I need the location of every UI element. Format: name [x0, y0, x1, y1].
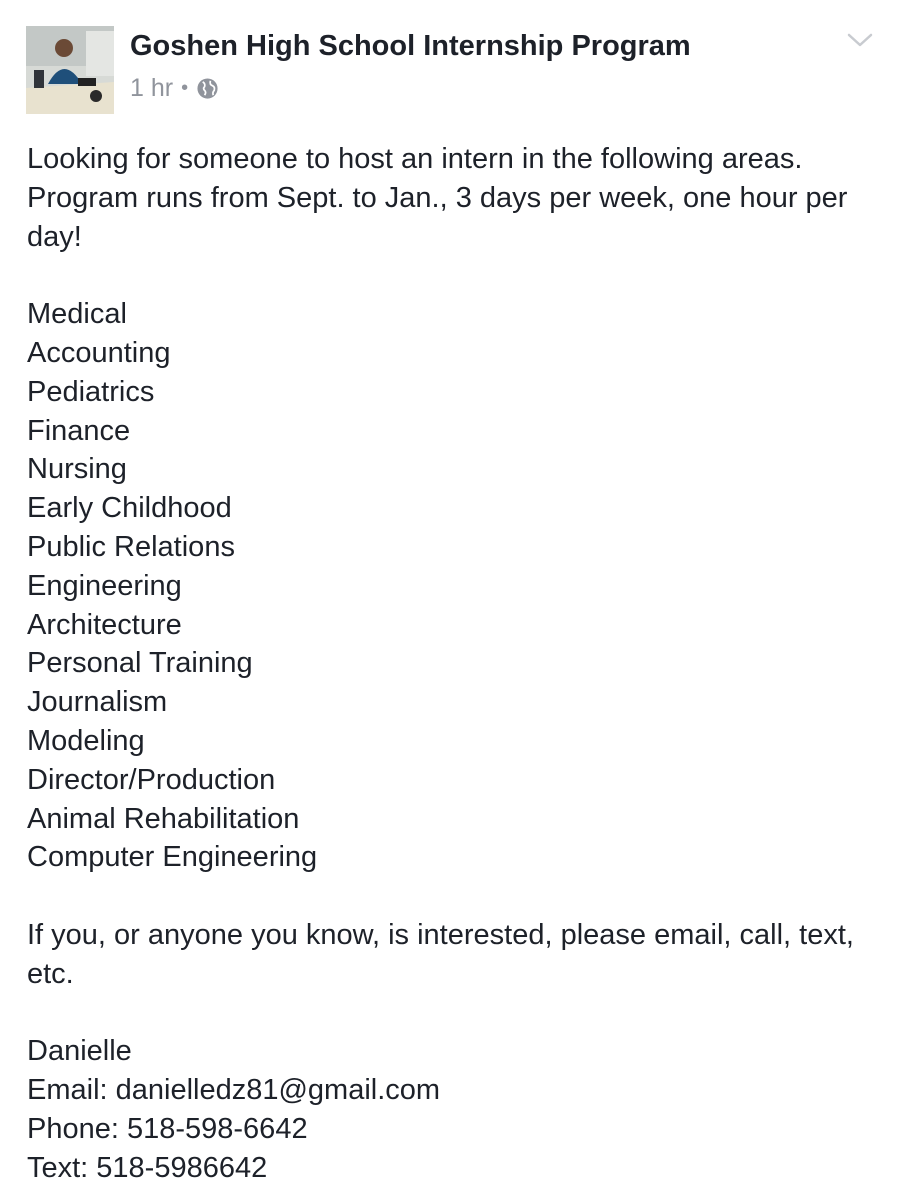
timestamp[interactable]: 1 hr [130, 74, 174, 102]
list-item: Accounting [27, 336, 171, 369]
list-item: Computer Engineering [27, 841, 318, 874]
list-item: Animal Rehabilitation [27, 802, 300, 835]
contact-phone[interactable]: Phone: 518-598-6642 [27, 1112, 308, 1145]
avatar[interactable] [26, 26, 114, 114]
list-item: Journalism [27, 686, 168, 719]
intro-text: Looking for someone to host an intern in the following areas. Program runs from Sept. to Jan., 3 days per week, one hour per day! [27, 143, 848, 253]
list-item: Director/Production [27, 763, 276, 796]
call-to-action-text: If you, or anyone you know, is interested, please email, call, text, etc. [27, 918, 854, 990]
page-name[interactable]: Goshen High School Internship Program [130, 30, 691, 62]
contact-name: Danielle [27, 1035, 132, 1068]
areas-list [27, 295, 877, 877]
list-item: Public Relations [27, 530, 235, 563]
post-body [27, 140, 877, 1188]
contact-text[interactable]: Text: 518-5986642 [27, 1151, 268, 1184]
list-item: Personal Training [27, 647, 253, 680]
list-item: Architecture [27, 608, 182, 641]
list-item: Modeling [27, 724, 145, 757]
list-item: Pediatrics [27, 375, 155, 408]
list-item: Early Childhood [27, 492, 232, 525]
list-item: Finance [27, 414, 131, 447]
meta-separator: • [181, 77, 189, 99]
avatar-photo [26, 26, 114, 114]
chevron-down-icon[interactable] [846, 30, 874, 50]
list-item: Medical [27, 298, 127, 331]
list-item: Engineering [27, 569, 182, 602]
post-meta [130, 74, 219, 103]
globe-icon[interactable] [196, 77, 219, 100]
post-header [0, 0, 902, 130]
contact-email[interactable]: Email: danielledz81@gmail.com [27, 1074, 441, 1107]
list-item: Nursing [27, 453, 127, 486]
